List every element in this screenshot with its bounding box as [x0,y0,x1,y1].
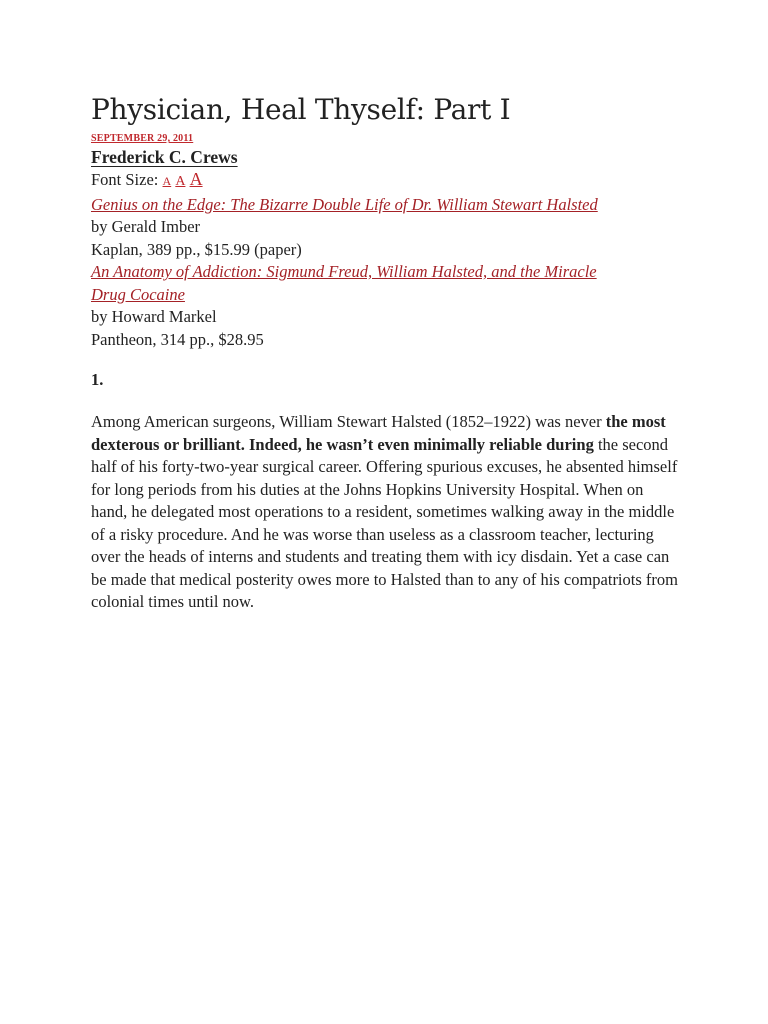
book-title-line-2: Drug Cocaine [91,284,185,304]
article-title: Physician, Heal Thyself: Part I [91,93,511,126]
book-publisher: Kaplan, 389 pp., $15.99 (paper) [91,239,302,259]
paragraph-text-bold: the most dexterous or brilliant. Indeed, he wasn’t even minimally reliable during [91,412,666,454]
paragraph-text-start: Among American surgeons, William Stewart Halsted (1852–1922) was never [91,412,606,431]
reviewed-book-1 [91,194,691,262]
font-size-label: Font Size: [91,170,159,189]
article [91,92,691,630]
book-title-link[interactable] [91,261,691,306]
book-title-link[interactable]: Genius on the Edge: The Bizarre Double Life of Dr. William Stewart Halsted [91,194,598,214]
author-link[interactable]: Frederick C. Crews [91,147,238,167]
paragraph-text-rest: the second half of his forty-two-year surgical career. Offering spurious excuses, he absented himself for long periods from his duties at the Johns Hopkins University Hospital. When on hand, he delegated most operations to a resident, sometimes walking away in the middle of a risky procedure. And he was worse than useless as a classroom teacher, lecturing over the heads of interns and students and treating them with icy disdain. Yet a case can be made that medical posterity owes more to Halsted than to any of his compatriots from colonial times until now. [91,434,678,611]
book-title-line-1: An Anatomy of Addiction: Sigmund Freud, William Halsted, and the Miracle [91,262,597,281]
font-size-small-link[interactable]: A [162,174,172,188]
book-author: by Gerald Imber [91,217,201,236]
book-publisher: Pantheon, 314 pp., $28.95 [91,329,264,349]
publish-date-link[interactable]: SEPTEMBER 29, 2011 [91,133,194,144]
reviewed-book-2 [91,261,691,351]
book-author: by Howard Markel [91,307,217,326]
font-size-large-link[interactable]: A [189,169,203,189]
body-paragraph [91,411,681,614]
section-number: 1. [91,370,104,389]
font-size-control [91,168,691,194]
font-size-medium-link[interactable]: A [175,174,186,189]
